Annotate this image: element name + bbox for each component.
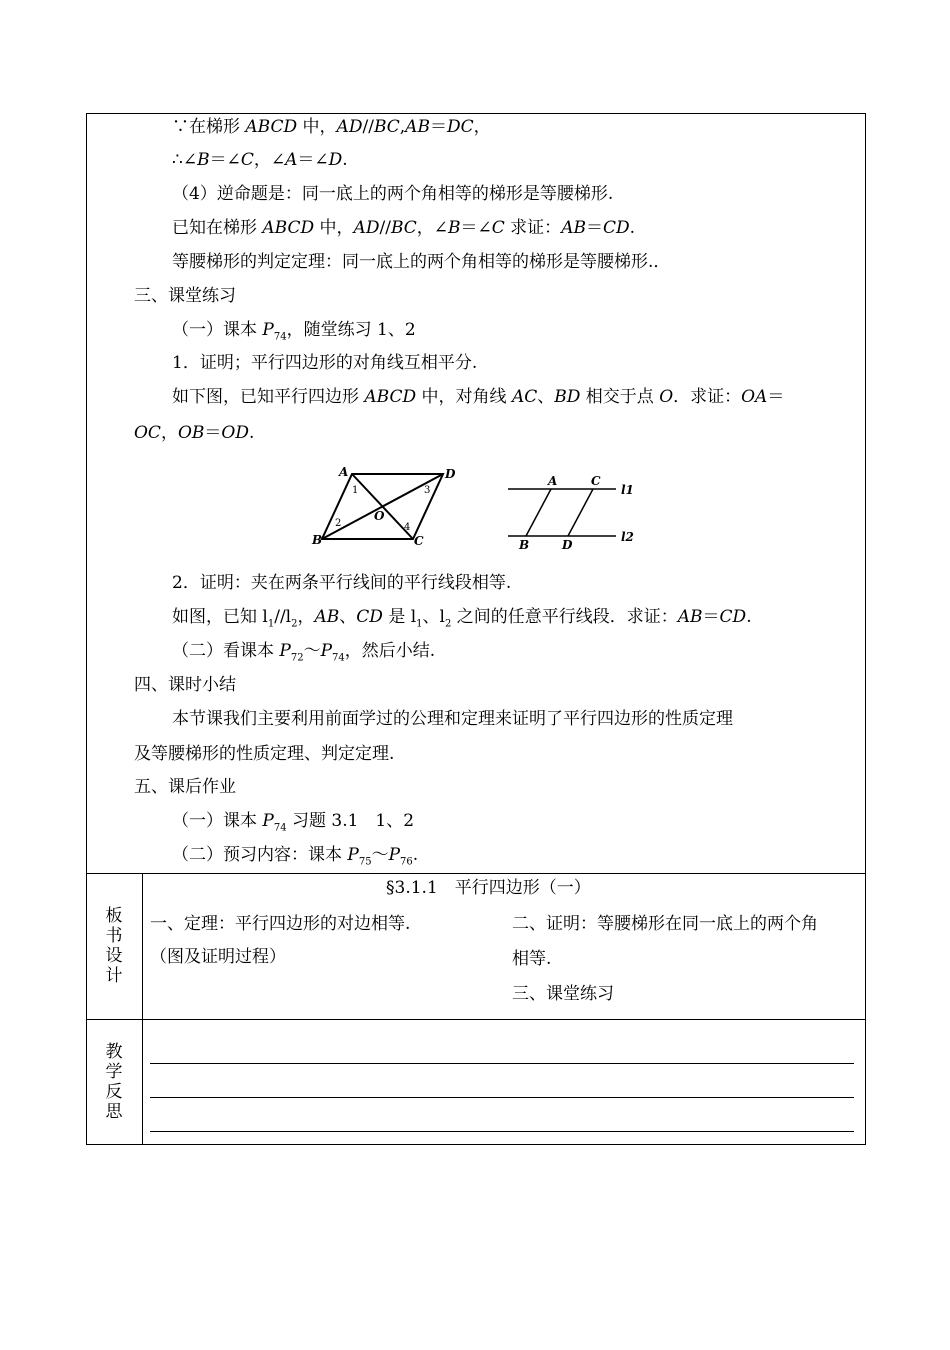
row-divider	[86, 1019, 866, 1020]
angle-1-label: 1	[352, 485, 359, 496]
label-o: O	[374, 509, 385, 523]
board-left-line: 一、定理：平行四边形的对边相等.	[150, 914, 411, 934]
board-right-line: 三、课堂练习	[512, 984, 614, 1004]
text-line: 及等腰梯形的性质定理、判定定理.	[134, 744, 395, 764]
text-line: ∵在梯形 ABCD 中，AD//BC,AB＝DC，	[172, 117, 491, 137]
label-d: D	[445, 467, 456, 481]
reflection-label: 教学反思	[105, 1042, 123, 1122]
board-right-line: 相等.	[512, 949, 552, 969]
label-l1: l1	[621, 483, 634, 497]
section-heading: 三、课堂练习	[134, 286, 236, 306]
board-left-line: （图及证明过程）	[150, 947, 286, 967]
section-heading: 五、课后作业	[134, 777, 236, 797]
text-line: （4）逆命题是：同一底上的两个角相等的梯形是等腰梯形.	[172, 184, 614, 204]
label-a: A	[548, 474, 558, 488]
board-right-line: 二、证明：等腰梯形在同一底上的两个角	[512, 914, 818, 934]
label-c: C	[414, 534, 424, 548]
text-line: OC，OB＝OD.	[134, 423, 255, 443]
text-line: 1．证明；平行四边形的对角线互相平分.	[172, 353, 478, 373]
section-heading: 四、课时小结	[134, 675, 236, 695]
text-line: 等腰梯形的判定定理：同一底上的两个角相等的梯形是等腰梯形.．	[172, 252, 671, 272]
text-line: 2．证明：夹在两条平行线间的平行线段相等.	[172, 573, 512, 593]
text-line: ∴∠B＝∠C，∠A＝∠D.	[172, 150, 348, 170]
text-line: （二）预习内容：课本 $P_{75}\sim P_{76}$.	[172, 845, 419, 868]
writing-line	[150, 1097, 854, 1098]
angle-4-label: 4	[404, 522, 411, 533]
text-line: 如图，已知 $l_1//l_2$，AB、CD 是 $l_1$、$l_2$ 之间的任意平行线段．求证：AB＝CD.	[172, 607, 752, 630]
label-l2: l2	[621, 530, 634, 544]
text-line: 已知在梯形 ABCD 中，AD//BC，∠B＝∠C 求证：AB＝CD.	[172, 218, 636, 238]
label-c: C	[591, 474, 601, 488]
writing-line	[150, 1063, 854, 1064]
text-line: （二）看课本 $P_{72}\sim P_{74}$，然后小结.	[172, 641, 436, 664]
label-b: B	[519, 538, 530, 552]
label-b: B	[312, 533, 323, 547]
angle-3-label: 3	[424, 485, 431, 496]
text-line: （一）课本 $P_{74}$ 习题 3.1 1、2	[172, 811, 415, 834]
board-title: §3.1.1 平行四边形（一）	[386, 878, 591, 898]
parallelogram-figure	[310, 462, 460, 552]
board-design-label: 板书设计	[105, 906, 123, 986]
text-line: 如下图，已知平行四边形 ABCD 中，对角线 AC、BD 相交于点 O．求证：OA＝	[172, 387, 785, 407]
column-divider	[142, 873, 143, 1145]
text-line: 本节课我们主要利用前面学过的公理和定理来证明了平行四边形的性质定理	[172, 709, 733, 729]
parallel-lines-figure	[500, 468, 650, 554]
angle-2-label: 2	[335, 518, 342, 529]
label-d: D	[562, 538, 573, 552]
text-line: （一）课本 $P_{74}$，随堂练习 1、2	[172, 320, 416, 343]
label-a: A	[339, 465, 349, 479]
writing-line	[150, 1131, 854, 1132]
